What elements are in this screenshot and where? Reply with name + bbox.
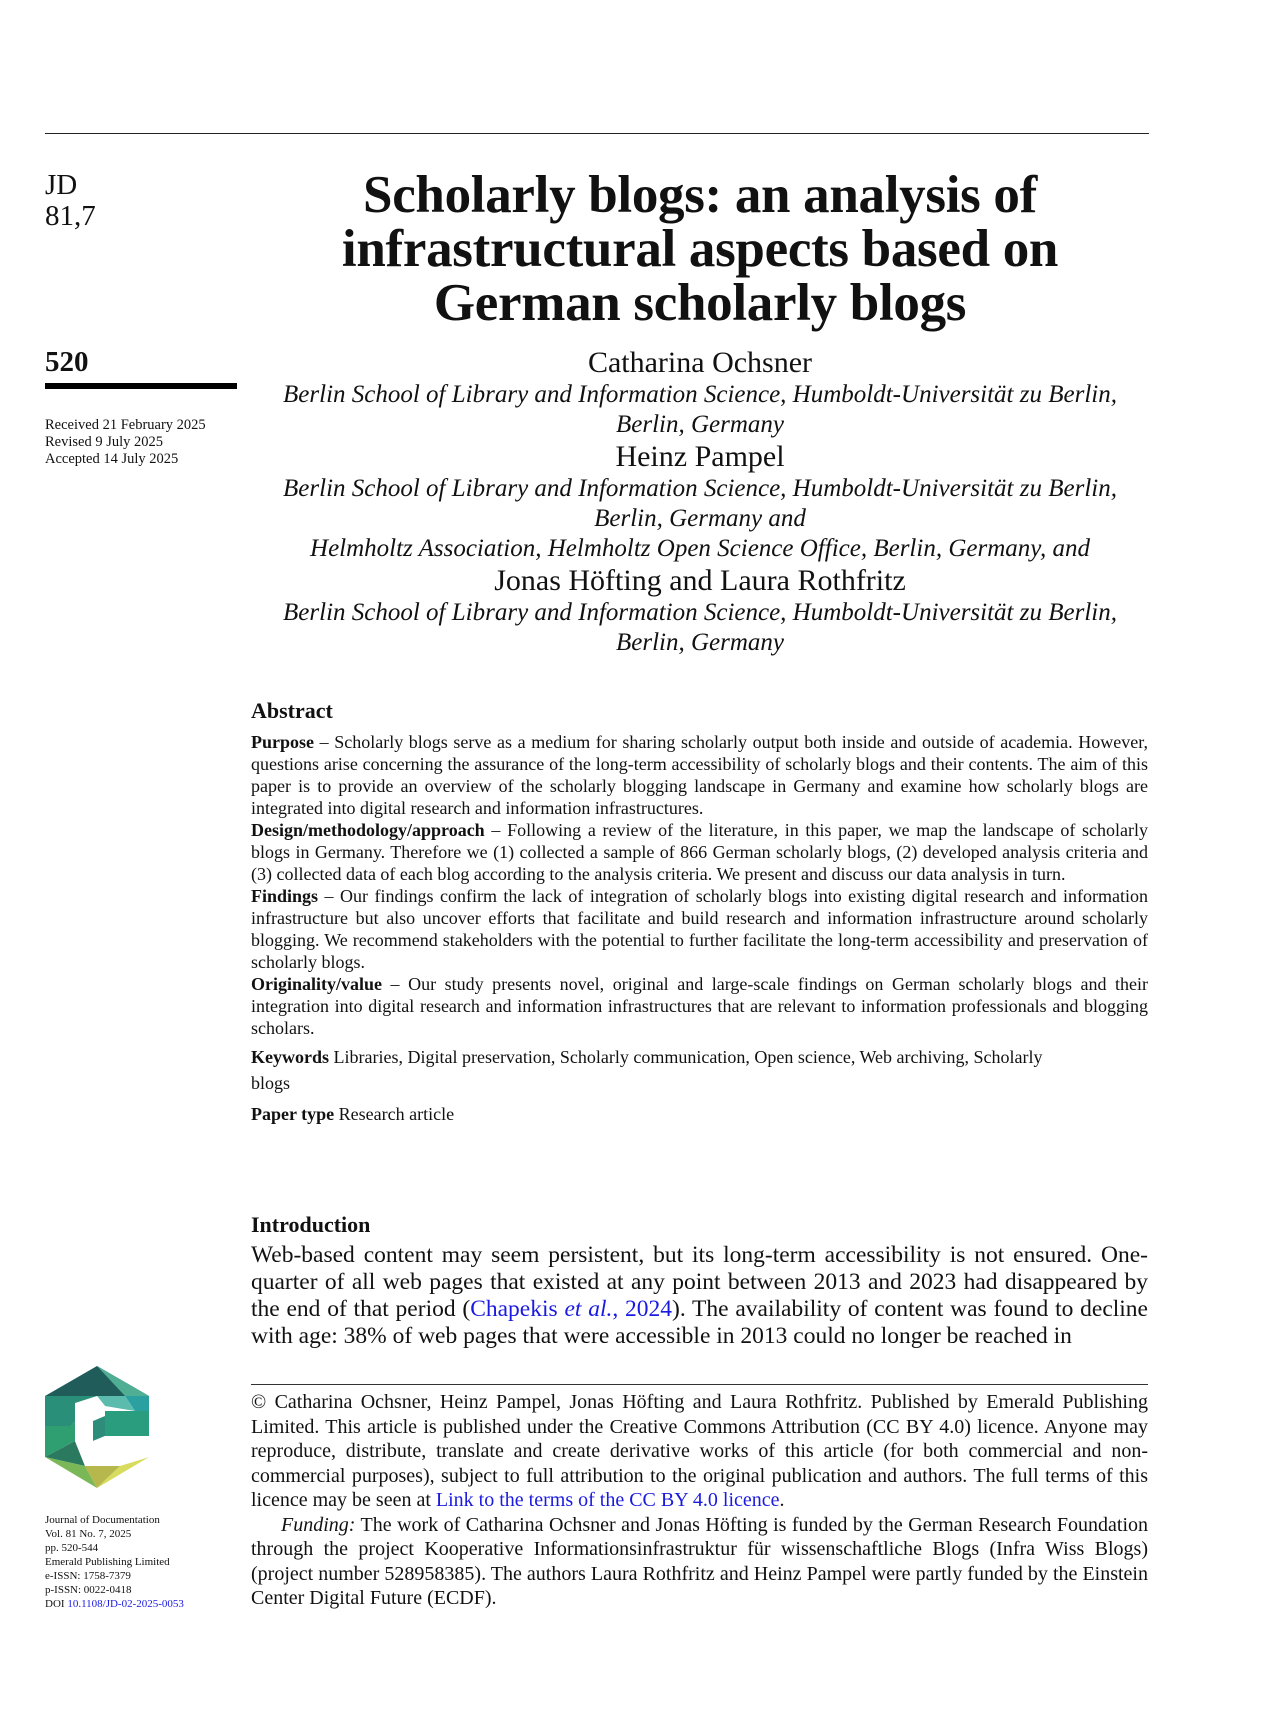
title-line: German scholarly blogs [433, 274, 967, 332]
author-affiliation: Berlin School of Library and Information Science, Humboldt-Universität zu Berlin, [283, 599, 1117, 626]
paper-type-value: Research article [338, 1104, 455, 1124]
author-affiliation: Berlin School of Library and Information Science, Humboldt-Universität zu Berlin, [283, 381, 1117, 408]
author-name: Heinz Pampel [615, 440, 785, 473]
citation-link[interactable] [470, 1296, 672, 1322]
separator: – [382, 974, 409, 994]
emerald-hexagon-logo-icon [45, 1366, 149, 1488]
funding-text: The work of Catharina Ochsner and Jonas Höfting is funded by the German Research Foundation through the project Kooperative Informationsinfrastruktur für wissenschaftliche Blogs (Infra Wiss Blogs) (project number 528958385). The authors Laura Rothfritz and Heinz Pampel were partly funded by the Einstein Center Digital Future (ECDF). [251, 1513, 1148, 1609]
author-affiliation: Berlin, Germany [615, 411, 785, 438]
page-number: 520 [45, 346, 89, 378]
author-affiliation: Helmholtz Association, Helmholtz Open Science Office, Berlin, Germany, and [310, 535, 1090, 562]
doi-line [45, 1597, 184, 1611]
introduction-heading: Introduction [251, 1212, 371, 1237]
licence-link[interactable]: Link to the terms of the CC BY 4.0 licence [435, 1489, 780, 1511]
publication-info [45, 1513, 184, 1611]
author-affiliation: Berlin, Germany [615, 629, 785, 656]
revised-date: Revised 9 July 2025 [45, 434, 164, 450]
received-date: Received 21 February 2025 [45, 417, 206, 433]
copyright-text: © Catharina Ochsner, Heinz Pampel, Jonas Höfting and Laura Rothfritz. Published by Emerald Publishing Limited. This article is published under the Creative Commons Attribution (CC BY 4.0) licence. Anyone may reproduce, distribute, translate and create derivative works of this article (for both commercial and non-commercial purposes), subject to full attribution to the original publication and authors. The full terms of this licence may be seen at [251, 1391, 1148, 1511]
author-block [250, 346, 1150, 658]
intro-text: ). The availability of content was found to decline with age: 38% of web pages that were accessible in 2013 could no longer be reached in [251, 1296, 1148, 1349]
section-label: Findings [251, 886, 319, 906]
footnote [251, 1390, 1148, 1611]
cite-etal: et al. [564, 1296, 613, 1322]
separator: – [314, 732, 335, 752]
abstract-purpose [251, 731, 1148, 819]
copyright-notice [251, 1390, 1148, 1513]
eissn: e-ISSN: 1758-7379 [45, 1570, 131, 1582]
journal-name: Journal of Documentation [45, 1514, 160, 1526]
journal-code [45, 170, 96, 232]
article-title [250, 168, 1150, 330]
doi-label: DOI [45, 1598, 65, 1610]
page-number-rule [45, 383, 237, 389]
author-affiliation: Berlin School of Library and Information Science, Humboldt-Universität zu Berlin, [283, 475, 1117, 502]
footnote-rule [251, 1384, 1148, 1385]
funding-label: Funding: [281, 1513, 356, 1536]
section-label: Design/methodology/approach [251, 820, 485, 840]
section-label: Originality/value [251, 974, 383, 994]
separator: – [318, 886, 341, 906]
journal-abbrev: JD [45, 169, 78, 201]
keywords [251, 1044, 1148, 1096]
title-line: infrastructural aspects based on [341, 220, 1059, 278]
introduction-body [251, 1242, 1148, 1350]
funding-notice [251, 1513, 1148, 1611]
author-name: Catharina Ochsner [587, 346, 813, 379]
cite-author: Chapekis [470, 1296, 565, 1322]
volume-info: Vol. 81 No. 7, 2025 [45, 1528, 132, 1540]
pissn: p-ISSN: 0022-0418 [45, 1584, 132, 1596]
keywords-text: Libraries, Digital preservation, Scholarly communication, Open science, Web archiving, Scholarly blogs [251, 1047, 1043, 1093]
article-history [45, 417, 206, 468]
title-line: Scholarly blogs: an analysis of [363, 166, 1037, 224]
abstract-heading: Abstract [251, 698, 333, 723]
section-text: Scholarly blogs serve as a medium for sharing scholarly output both inside and outside of academia. However, questions arise concerning the assurance of the long-term accessibility of scholarly blogs and their contents. The aim of this paper is to provide an overview of the scholarly blogging landscape in Germany and examine how scholarly blogs are integrated into digital research and information infrastructures. [251, 732, 1149, 818]
period: . [779, 1489, 785, 1511]
introduction-paragraph [251, 1242, 1148, 1350]
separator: – [484, 820, 508, 840]
section-text: Our study presents novel, original and large-scale findings on German scholarly blogs and their integration into digital research and information infrastructures that are relevant to information professionals and blogging scholars. [251, 974, 1149, 1038]
intro-text: Web-based content may seem persistent, but its long-term accessibility is not ensured. One-quarter of all web pages that existed at any point between 2013 and 2023 had disappeared by the end of that period ( [251, 1242, 1148, 1322]
top-rule [45, 133, 1149, 134]
volume-issue: 81,7 [45, 200, 96, 232]
abstract-originality [251, 973, 1148, 1039]
page-range: pp. 520-544 [45, 1542, 99, 1554]
doi-link[interactable]: 10.1108/JD-02-2025-0053 [67, 1598, 184, 1610]
publisher: Emerald Publishing Limited [45, 1556, 170, 1568]
paper-type-label: Paper type [251, 1104, 335, 1124]
paper-type [251, 1101, 1148, 1127]
section-label: Purpose [251, 732, 314, 752]
section-text: Following a review of the literature, in this paper, we map the landscape of scholarly blogs in Germany. Therefore we (1) collected a sample of 866 German scholarly blogs, (2) developed analysis criteria and (3) collected data of each blog according to the analysis criteria. We present and discuss our data analysis in turn. [251, 820, 1148, 884]
section-text: Our findings confirm the lack of integration of scholarly blogs into existing digital research and information infrastructure but also uncover efforts that facilitate and build research and information infrastructure around scholarly blogging. We recommend stakeholders with the potential to further facilitate the long-term accessibility and preservation of scholarly blogs. [251, 886, 1149, 972]
author-affiliation: Berlin, Germany and [594, 505, 806, 532]
author-name: Jonas Höfting and Laura Rothfritz [494, 564, 906, 597]
accepted-date: Accepted 14 July 2025 [45, 451, 179, 467]
keywords-label: Keywords [251, 1047, 329, 1067]
abstract-findings [251, 885, 1148, 973]
abstract-design [251, 819, 1148, 885]
cite-year: , 2024 [612, 1296, 672, 1322]
abstract-body [251, 731, 1148, 1127]
